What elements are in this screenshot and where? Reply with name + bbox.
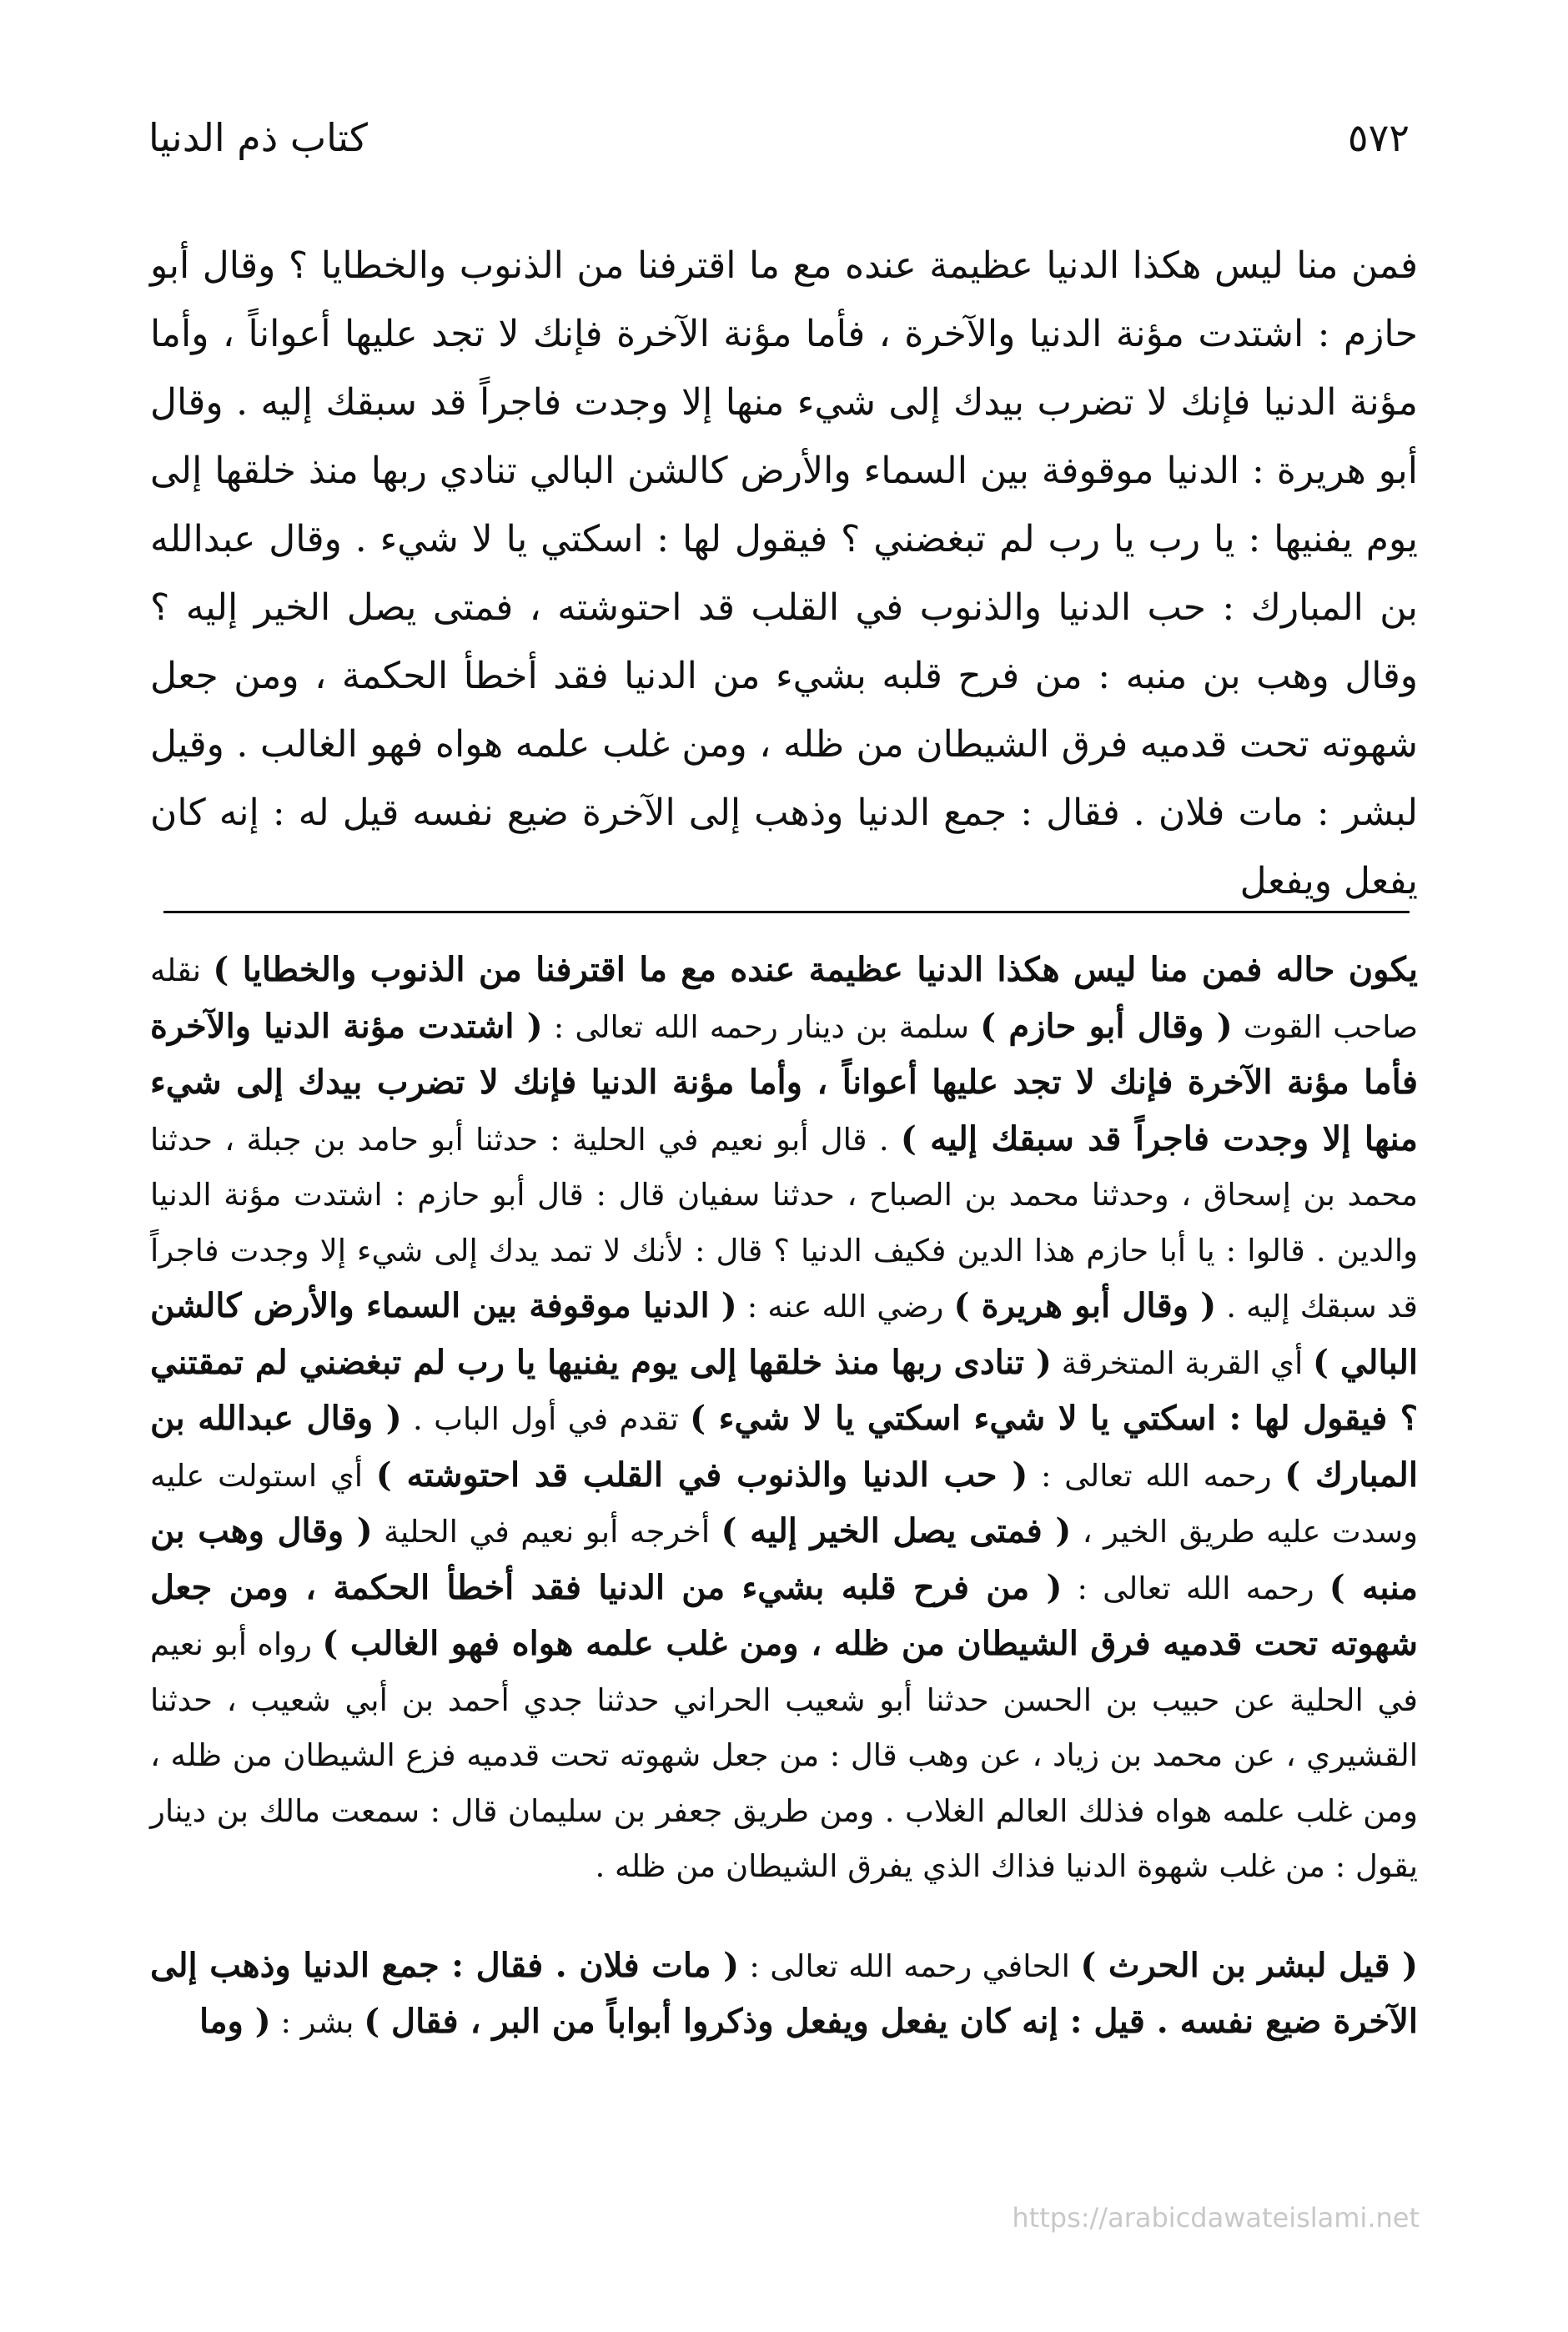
quoted-text-segment: ( اشتدت مؤنة الدنيا والآخرة فأما مؤنة الآخرة فإنك لا تجد عليها أعواناً ، وأما مؤنة الدنيا فإنك لا تضرب بيدك إلى شيء منها إلا وجدت فاجراً قد سبقك إليه ) — [150, 1006, 1418, 1158]
commentary-paragraph-1 — [150, 942, 1418, 1895]
commentary-paragraph-2 — [150, 1938, 1418, 2051]
commentary-text-segment: نقله صاحب القوت — [150, 952, 1418, 1045]
main-text-block — [150, 232, 1418, 916]
quoted-text-segment: ( قيل لبشر بن الحرث ) — [1080, 1945, 1419, 1985]
quoted-text-segment: ( من فرح قلبه بشيء من الدنيا فقد أخطأ الحكمة ، ومن جعل شهوته تحت قدميه فرق الشيطان من ظله ، ومن غلب علمه هواه فهو الغالب ) — [150, 1567, 1418, 1663]
commentary-text-segment: رحمه الله تعالى : — [1062, 1570, 1329, 1606]
commentary-text-segment: سلمة بن دينار رحمه الله تعالى : — [542, 1008, 981, 1045]
quoted-text-segment: ( تنادى ربها منذ خلقها إلى يوم يفنيها يا رب لم تبغضني لم تمقتني ؟ فيقول لها : اسكتي يا لا شيء اسكتي يا لا شيء ) — [150, 1342, 1418, 1438]
quoted-text-segment: ( وقال أبو حازم ) — [980, 1006, 1233, 1046]
page-header — [148, 115, 1410, 173]
quoted-text-segment: ( فمتى يصل الخير إليه ) — [721, 1511, 1072, 1550]
commentary-text-segment: . قال أبو نعيم في الحلية : حدثنا أبو حامد بن جبلة ، حدثنا محمد بن إسحاق ، وحدثنا محمد بن الصباح ، حدثنا سفيان قال : قال أبو حازم : اشتدت مؤنة الدنيا والدين . قالوا : يا أبا حازم هذا الدين فكيف الدنيا ؟ قال : لأنك لا تمد يدك إلى شيء إلا وجدت فاجراً قد سبقك إليه . — [150, 1121, 1418, 1324]
quoted-text-segment: ( مات فلان . فقال : جمع الدنيا وذهب إلى الآخرة ضيع نفسه . قيل : إنه كان يفعل ويفعل وذكروا أبواباً من البر ، فقال ) — [150, 1945, 1418, 2041]
commentary-text-segment: أي استولت عليه وسدت عليه طريق الخير ، — [150, 1457, 1418, 1550]
commentary-text-segment: رحمه الله تعالى : — [1028, 1457, 1285, 1494]
main-paragraph: فمن منا ليس هكذا الدنيا عظيمة عنده مع ما اقترفنا من الذنوب والخطايا ؟ وقال أبو حازم : اشتدت مؤنة الدنيا والآخرة ، فأما مؤنة الآخرة فإنك لا تجد عليها أعواناً ، وأما مؤنة الدنيا فإنك لا تضرب بيدك إلى شيء منها إلا وجدت فاجراً قد سبقك إليه . وقال أبو هريرة : الدنيا موقوفة بين السماء والأرض كالشن البالي تنادي ربها منذ خلقها إلى يوم يفنيها : يا رب يا رب لم تبغضني ؟ فيقول لها : اسكتي يا لا شيء . وقال عبدالله بن المبارك : حب الدنيا والذنوب في القلب قد احتوشته ، فمتى يصل الخير إليه ؟ وقال وهب بن منبه : من فرح قلبه بشيء من الدنيا فقد أخطأ الحكمة ، ومن جعل شهوته تحت قدميه فرق الشيطان من ظله ، ومن غلب علمه هواه فهو الغالب . وقيل لبشر : مات فلان . فقال : جمع الدنيا وذهب إلى الآخرة ضيع نفسه قيل له : إنه كان يفعل ويفعل — [150, 244, 1418, 902]
commentary-text-segment: أي القربة المتخرقة — [1051, 1344, 1314, 1381]
commentary-text-segment: بشر : — [270, 2004, 364, 2040]
commentary-block — [150, 942, 1418, 2051]
commentary-text-segment: تقدم في أول الباب . — [401, 1401, 691, 1437]
quoted-text-segment: ( حب الدنيا والذنوب في القلب قد احتوشته ) — [375, 1455, 1028, 1495]
commentary-text-segment: أخرجه أبو نعيم في الحلية — [372, 1514, 721, 1550]
page-number: ٥٧٢ — [1347, 115, 1410, 160]
website-watermark: https://arabicdawateislami.net — [1012, 2202, 1420, 2234]
commentary-text-segment: رضي الله عنه : — [736, 1289, 954, 1324]
quoted-text-segment: يكون حاله فمن منا ليس هكذا الدنيا عظيمة عنده مع ما اقترفنا من الذنوب والخطايا ) — [213, 950, 1418, 989]
quoted-text-segment: ( وقال أبو هريرة ) — [953, 1286, 1217, 1325]
quoted-text-segment: ( وما — [199, 2002, 271, 2041]
commentary-text-segment: رواه أبو نعيم في الحلية عن حبيب بن الحسن حدثنا أبو شعيب الحراني حدثنا جدي أحمد بن أبي شعيب ، حدثنا القشيري ، عن محمد بن زياد ، عن وهب قال : من جعل شهوته تحت قدميه فزع الشيطان من ظله ، ومن غلب علمه هواه فذلك العالم الغلاب . ومن طريق جعفر بن سليمان قال : سمعت مالك بن دينار يقول : من غلب شهوة الدنيا فذاك الذي يفرق الشيطان من ظله . — [150, 1626, 1418, 1884]
book-title: كتاب ذم الدنيا — [148, 115, 368, 160]
quoted-text-segment: ( وقال وهب بن منبه ) — [150, 1511, 1418, 1607]
commentary-text-segment: الحافي رحمه الله تعالى : — [739, 1948, 1081, 1984]
quoted-text-segment: ( وقال عبدالله بن المبارك ) — [150, 1399, 1418, 1495]
quoted-text-segment: ( الدنيا موقوفة بين السماء والأرض كالشن البالي ) — [150, 1286, 1419, 1382]
footnote-divider — [163, 911, 1410, 913]
